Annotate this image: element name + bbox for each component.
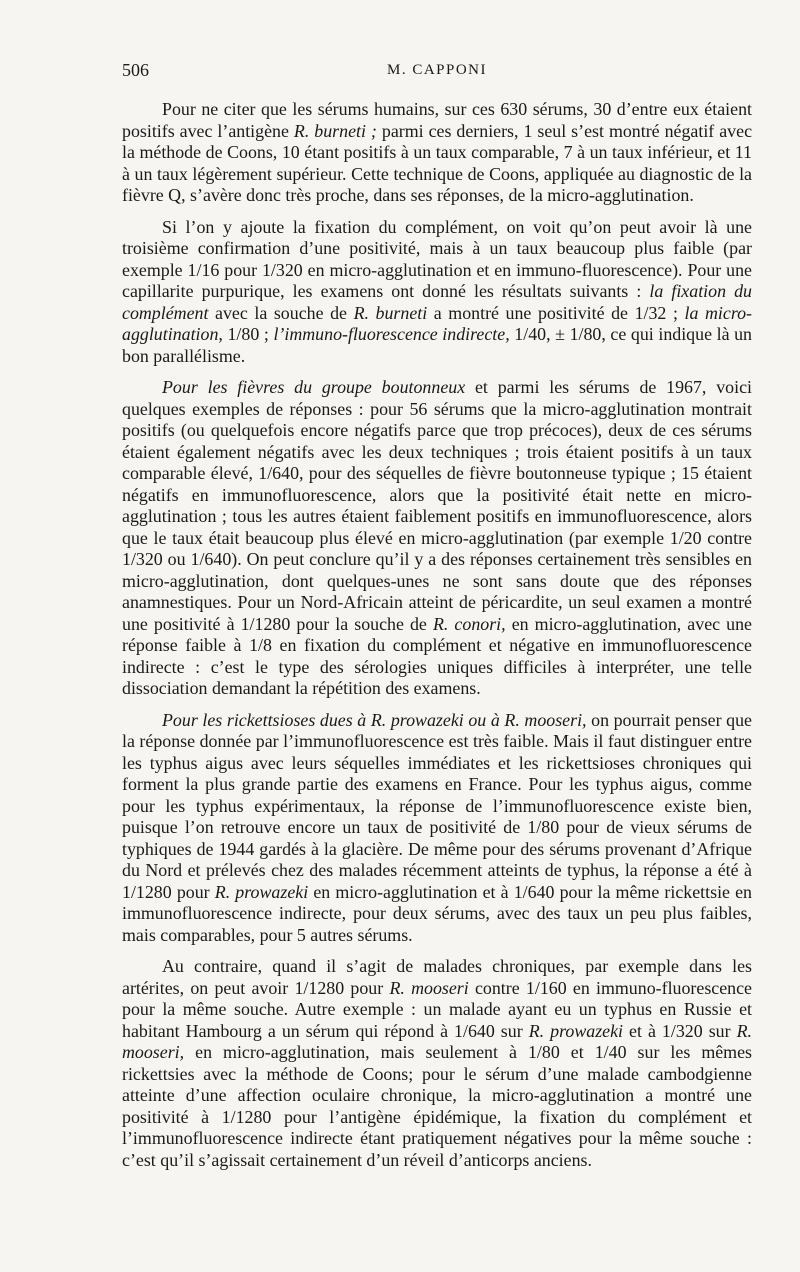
italic-text: R. mooseri, xyxy=(122,1020,752,1062)
paragraph xyxy=(122,217,752,368)
italic-text: Pour les rickettsioses dues à R. prowazeki ou à R. mooseri, xyxy=(162,709,587,730)
text-run: on pourrait penser que la réponse donnée par l’immunofluorescence est très faible. Mais il faut distinguer entre les typhus aigus avec leurs séquelles immédiates et les rickettsioses chroniques qui forment la plus grande partie des examens en France. Pour les typhus aigus, comme pour les typhus expérimentaux, la réponse de l’immunofluorescence existe bien, puisque l’on retrouve encore un taux de positivité de 1/80 pour de vieux sérums de typhiques de 1944 gardés à la glacière. De même pour des sérums provenant d’Afrique du Nord et prélevés chez des malades récemment atteints de typhus, la réponse a été à 1/1280 pour xyxy=(122,709,752,902)
paragraph xyxy=(122,710,752,947)
text-run: Au contraire, quand il s’agit de malades chroniques, par exemple dans les artérites, on peut avoir 1/1280 pour xyxy=(122,956,752,998)
running-head-author: M. CAPPONI xyxy=(386,62,488,78)
text-run: parmi ces derniers, 1 seul s’est montré négatif avec la méthode de Coons, 10 étant positifs à un taux comparable, 7 à un taux inférieur, et 11 à un taux légèrement supérieur. Cette technique de Coons, appliquée au diagnostic de la fièvre Q, s’avère donc très proche, dans ses réponses, de la micro-agglutination. xyxy=(122,120,753,205)
paragraph xyxy=(122,956,752,1171)
italic-text: R. mooseri xyxy=(389,977,469,998)
text-run: en micro-agglutination et à 1/640 pour la même rickettsie en immunofluorescence indirecte, pour deux sérums, avec des taux un peu plus faibles, mais comparables, pour 5 autres sérums. xyxy=(122,881,752,945)
page-header xyxy=(122,60,752,84)
text-run: Pour ne citer que les sérums humains, sur ces 630 sérums, 30 d’entre eux étaient positifs avec l’antigène xyxy=(122,99,752,141)
paragraph xyxy=(122,99,752,207)
text-run: et parmi les sérums de 1967, voici quelques exemples de réponses : pour 56 sérums que la micro-agglutination montrait positifs (ou quelquefois encore négatifs parce que trop précoces), deux de ces sérums étaient également négatifs avec les deux techniques ; trois étaient positifs à un taux comparable élevé, 1/640, pour des séquelles de fièvre boutonneuse typique ; 15 étaient négatifs en immunofluorescence, alors que la positivité était nette en micro-agglutination ; tous les autres étaient faiblement positifs en immunofluorescence, alors que le taux était beaucoup plus élevé en micro-agglutination (par exemple 1/20 contre 1/320 ou 1/640). On peut conclure qu’il y a des réponses certainement très sensibles en micro-agglutination, dont quelques-unes ne sont sans doute que des réponses anamnestiques. Pour un Nord-Africain atteint de péricardite, un seul examen a montré une positivité à 1/1280 pour la souche de xyxy=(122,377,753,634)
text-run: a montré une positivité de 1/32 ; xyxy=(427,302,685,323)
italic-text: R. burneti xyxy=(353,302,428,323)
text-run: 1/40, ± 1/80, ce qui indique là un bon parallélisme. xyxy=(122,324,752,366)
italic-text: l’immuno-fluorescence indirecte, xyxy=(273,324,510,344)
paragraph xyxy=(122,377,752,700)
italic-text: R. prowazeki xyxy=(214,881,309,902)
text-run: Si l’on y ajoute la fixation du complément, on voit qu’on peut avoir là une troisième confirmation d’une positivité, mais à un taux beaucoup plus faible (par exemple 1/16 pour 1/320 en micro-agglutination et en immuno-fluorescence). Pour une capillarite purpurique, les examens ont donné les résultats suivants : xyxy=(122,216,752,301)
italic-text: la fixation du complément xyxy=(122,281,752,323)
text-run: en micro-agglutination, mais seulement à 1/80 et 1/40 sur les mêmes rickettsies avec la méthode de Coons; pour le sérum d’une malade cambodgienne atteinte d’une affection oculaire chronique, la micro-agglutination a montré une positivité à 1/1280 pour l’antigène épidémique, la fixation du complément et l’immunofluorescence indirecte étant pratiquement négatives pour la même souche : c’est qu’il s’agissait certainement d’un réveil d’anticorps anciens. xyxy=(122,1042,752,1170)
text-run: contre 1/160 en immuno-fluorescence pour la même souche. Autre exemple : un malade ayant eu un typhus en Russie et habitant Hambourg a un sérum qui répond à 1/640 sur xyxy=(122,977,752,1041)
text-run: 1/80 ; xyxy=(222,324,274,344)
text-run: avec la souche de xyxy=(208,302,354,323)
page-number: 506 xyxy=(122,60,149,80)
italic-text: Pour les fièvres du groupe boutonneux xyxy=(162,377,466,397)
italic-text: R. burneti ; xyxy=(293,120,377,141)
text-run: en micro-agglutination, avec une réponse faible à 1/8 en fixation du complément et négative en immunofluorescence indirecte : c’est le type des sérologies uniques difficiles à interpréter, une telle dissociation demandant la répétition des examens. xyxy=(122,613,752,698)
italic-text: R. prowazeki xyxy=(528,1020,624,1041)
italic-text: R. conori, xyxy=(432,613,506,634)
text-run: et à 1/320 sur xyxy=(623,1020,737,1041)
body-text xyxy=(122,99,752,1171)
italic-text: la micro-agglutination, xyxy=(122,302,753,344)
